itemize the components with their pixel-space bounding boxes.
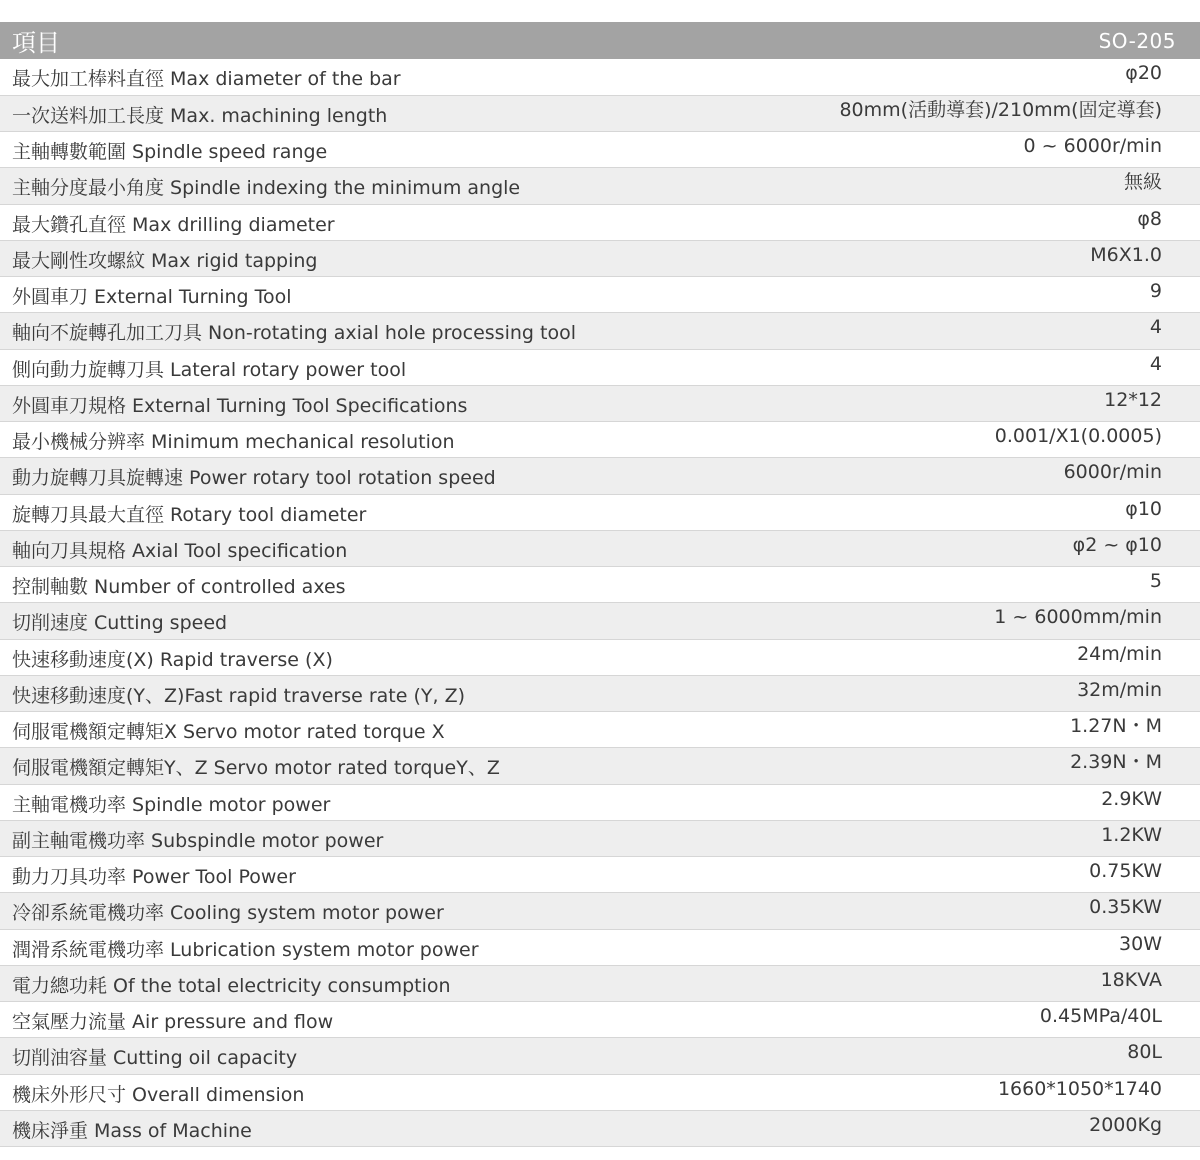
spec-item-label: 主軸分度最小角度 Spindle indexing the minimum angle <box>12 177 521 200</box>
spec-item-label: 控制軸數 Number of controlled axes <box>12 576 346 599</box>
table-row <box>0 857 1200 893</box>
spec-item-label: 最大鑽孔直徑 Max drilling diameter <box>12 213 335 236</box>
spec-value: M6X1.0 <box>1090 243 1162 266</box>
table-row <box>0 675 1200 711</box>
spec-item-label: 空氣壓力流量 Air pressure and flow <box>12 1011 334 1034</box>
spec-item-label: 軸向不旋轉孔加工刀具 Non-rotating axial hole processing tool <box>12 322 576 345</box>
spec-value: 32m/min <box>1077 678 1162 701</box>
table-row <box>0 784 1200 820</box>
table-row <box>0 603 1200 639</box>
table-row <box>0 893 1200 929</box>
spec-item-label: 最大加工棒料直徑 Max diameter of the bar <box>12 68 401 91</box>
spec-value: 0.35KW <box>1089 896 1162 919</box>
spec-table <box>0 22 1200 1147</box>
spec-item-label: 快速移動速度(Y、Z)Fast rapid traverse rate (Y, Z) <box>12 684 465 707</box>
spec-item-label: 副主軸電機功率 Subspindle motor power <box>12 829 384 852</box>
spec-value: 6000r/min <box>1063 461 1162 484</box>
table-row <box>0 277 1200 313</box>
spec-value: 80L <box>1127 1041 1162 1064</box>
spec-value: 2.9KW <box>1101 787 1162 810</box>
spec-value: φ2 ~ φ10 <box>1072 533 1162 556</box>
header-item-label: 項目 <box>12 29 60 57</box>
spec-item-label: 伺服電機額定轉矩Y、Z Servo motor rated torqueY、Z <box>12 757 500 780</box>
spec-value: 0 ~ 6000r/min <box>1023 135 1162 158</box>
table-row <box>0 639 1200 675</box>
spec-table-header <box>0 22 1200 59</box>
table-row <box>0 748 1200 784</box>
spec-item-label: 潤滑系統電機功率 Lubrication system motor power <box>12 938 479 961</box>
spec-item-label: 外圓車刀 External Turning Tool <box>12 286 292 309</box>
spec-value: 無級 <box>1123 171 1162 194</box>
spec-value: 0.75KW <box>1089 860 1162 883</box>
table-row <box>0 1002 1200 1038</box>
spec-item-label: 旋轉刀具最大直徑 Rotary tool diameter <box>12 503 367 526</box>
spec-item-label: 主軸電機功率 Spindle motor power <box>12 793 331 816</box>
spec-value: φ10 <box>1125 497 1162 520</box>
spec-item-label: 動力旋轉刀具旋轉速 Power rotary tool rotation speed <box>12 467 496 490</box>
spec-item-label: 外圓車刀規格 External Turning Tool Specifications <box>12 394 468 417</box>
spec-value: 4 <box>1149 352 1162 375</box>
spec-item-label: 主軸轉數範圍 Spindle speed range <box>12 141 328 164</box>
table-row <box>0 204 1200 240</box>
spec-item-label: 軸向刀具規格 Axial Tool specification <box>12 539 348 562</box>
spec-value: 2000Kg <box>1089 1113 1162 1136</box>
table-row <box>0 820 1200 856</box>
table-row <box>0 385 1200 421</box>
spec-item-label: 最小機械分辨率 Minimum mechanical resolution <box>12 431 455 454</box>
spec-item-label: 機床外形尺寸 Overall dimension <box>12 1083 305 1106</box>
table-row <box>0 95 1200 131</box>
spec-item-label: 切削油容量 Cutting oil capacity <box>12 1047 298 1070</box>
table-row <box>0 1074 1200 1110</box>
spec-value: 2.39N・M <box>1070 751 1162 774</box>
spec-value: 1 ~ 6000mm/min <box>994 606 1162 629</box>
header-row <box>0 22 1200 59</box>
table-row <box>0 530 1200 566</box>
table-row <box>0 132 1200 168</box>
spec-value: φ20 <box>1125 62 1162 85</box>
spec-value: 5 <box>1149 570 1162 593</box>
table-row <box>0 1038 1200 1074</box>
spec-value: 1.2KW <box>1101 823 1162 846</box>
table-row <box>0 494 1200 530</box>
spec-item-label: 機床淨重 Mass of Machine <box>12 1119 252 1142</box>
spec-item-label: 一次送料加工長度 Max. machining length <box>12 104 388 127</box>
spec-value: 4 <box>1149 316 1162 339</box>
spec-value: 1660*1050*1740 <box>997 1077 1162 1100</box>
table-row <box>0 929 1200 965</box>
spec-value: 0.45MPa/40L <box>1039 1005 1162 1028</box>
table-row <box>0 240 1200 276</box>
spec-table-body <box>0 59 1200 1147</box>
spec-value: 1.27N・M <box>1070 715 1162 738</box>
spec-value: 0.001/X1(0.0005) <box>994 425 1162 448</box>
table-row <box>0 349 1200 385</box>
spec-item-label: 動力刀具功率 Power Tool Power <box>12 866 296 889</box>
spec-item-label: 側向動力旋轉刀具 Lateral rotary power tool <box>12 358 407 381</box>
table-row <box>0 567 1200 603</box>
spec-value: 9 <box>1149 280 1162 303</box>
spec-value: 18KVA <box>1100 968 1162 991</box>
table-row <box>0 168 1200 204</box>
table-row <box>0 1110 1200 1146</box>
spec-item-label: 快速移動速度(X) Rapid traverse (X) <box>12 648 333 671</box>
spec-value: 12*12 <box>1104 388 1162 411</box>
spec-value: 24m/min <box>1077 642 1162 665</box>
table-row <box>0 965 1200 1001</box>
spec-value: 30W <box>1119 932 1162 955</box>
spec-item-label: 冷卻系統電機功率 Cooling system motor power <box>12 902 444 925</box>
table-row <box>0 59 1200 95</box>
spec-item-label: 最大剛性攻螺紋 Max rigid tapping <box>12 249 318 272</box>
table-row <box>0 712 1200 748</box>
spec-item-label: 伺服電機額定轉矩X Servo motor rated torque X <box>12 721 445 744</box>
spec-value: 80mm(活動導套)/210mm(固定導套) <box>839 98 1162 121</box>
table-row <box>0 313 1200 349</box>
spec-item-label: 電力總功耗 Of the total electricity consumption <box>12 974 451 997</box>
spec-value: φ8 <box>1137 207 1162 230</box>
table-row <box>0 458 1200 494</box>
header-model-label: SO-205 <box>1098 28 1176 53</box>
spec-item-label: 切削速度 Cutting speed <box>12 612 228 635</box>
table-row <box>0 422 1200 458</box>
